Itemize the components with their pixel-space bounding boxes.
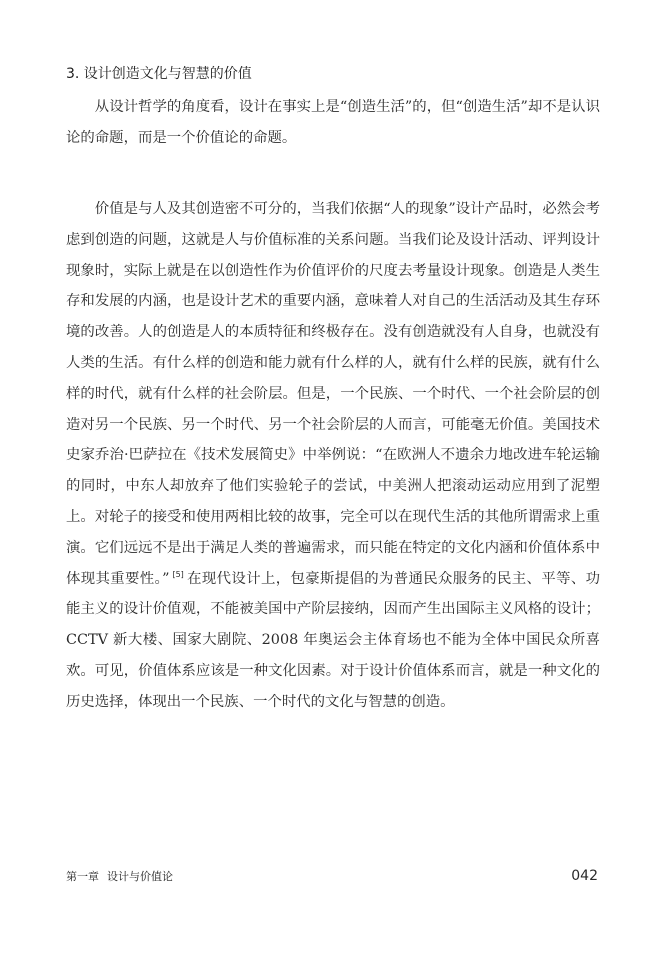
paragraph-1: 从设计哲学的角度看，设计在事实上是“创造生活”的，但“创造生活”却不是认识论的命题，而是一个价值论的命题。 [66, 99, 600, 146]
paragraph-2 [66, 194, 600, 718]
paragraph-2-body: 价值是与人及其创造密不可分的，当我们依据“人的现象”设计产品时，必然会考虑到创造的问题，这就是人与价值标准的关系问题。当我们论及设计活动、评判设计现象时，实际上就是在以创造性作为价值评价的尺度去考量设计现象。创造是人类生存和发展的内涵，也是设计艺术的重要内涵，意味着人对自己的生活活动及其生存环境的改善。人的创造是人的本质特征和终极存在。没有创造就没有人自身，也就没有人类的生活。有什么样的创造和能力就有什么样的人，就有什么样的民族，就有什么样的时代，就有什么样的社会阶层。但是，一个民族、一个时代、一个社会阶层的创造对另一个民族、另一个时代、另一个社会阶层的人而言，可能毫无价值。美国技术史家乔治·巴萨拉在《技术发展简史》中举例说：“在欧洲人不遗余力地改进车轮运输的同时，中东人却放弃了他们实验轮子的尝试，中美洲人把滚动运动应用到了泥塑上。对轮子的接受和使用两相比较的故事，完全可以在现代生活的其他所谓需求上重演。它们远远不是出于满足人类的普遍需求，而只能在特定的文化内涵和价值体系中体现其重要性。” [66, 201, 600, 587]
footer-chapter-number: 第一章 [66, 870, 99, 883]
footnote-reference[interactable]: [5] [172, 569, 184, 579]
footer-chapter-label [66, 869, 173, 885]
footer-chapter-title: 设计与价值论 [107, 870, 173, 883]
page-number: 042 [571, 868, 598, 884]
paragraph-2-tail: 在现代设计上，包豪斯提倡的为普通民众服务的民主、平等、功能主义的设计价值观，不能被美国中产阶层接纳，因而产生出国际主义风格的设计；CCTV 新大楼、国家大剧院、2008 年奥运会主体育场也不能为全体中国民众所喜欢。可见，价值体系应该是一种文化因素。对于设计价值体系而言，就是一种文化的历史选择，体现出一个民族、一个时代的文化与智慧的创造。 [66, 570, 600, 710]
section-heading: 3. 设计创造文化与智慧的价值 [66, 66, 252, 82]
